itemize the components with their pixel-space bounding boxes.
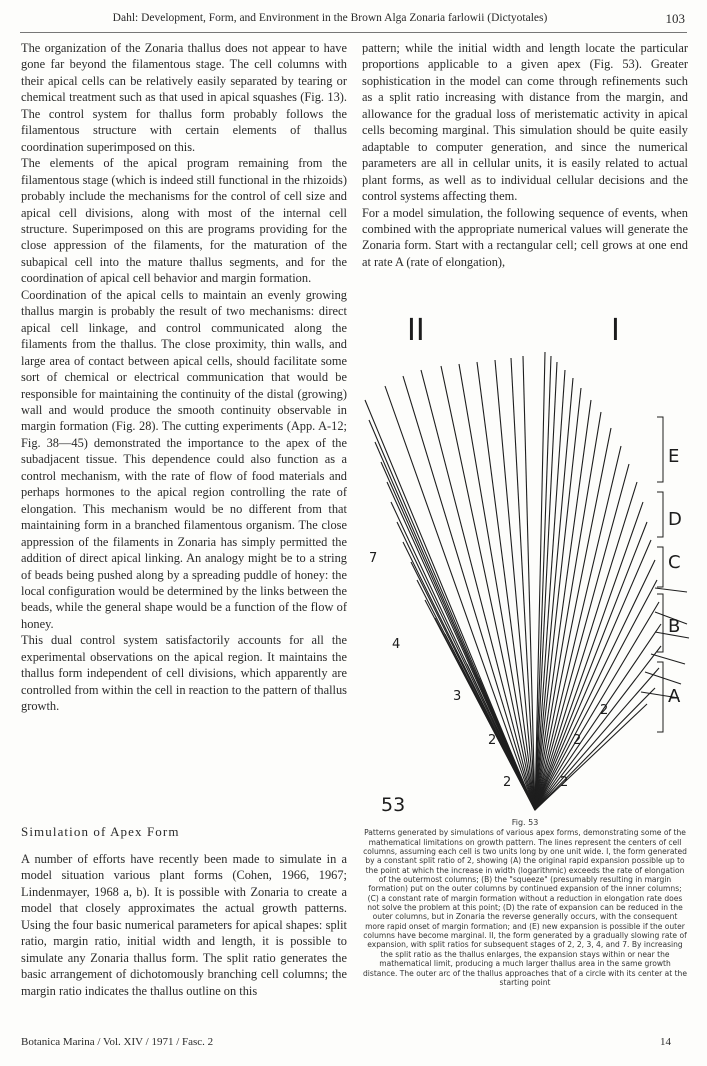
bracket-label-E: E	[668, 446, 680, 467]
split-label: 4	[392, 637, 401, 652]
split-label: 7	[369, 551, 378, 566]
paragraph: For a model simulation, the following sequence of events, when combined with the appropriate numerical values will generate the Zonaria form. Start with a rectangular cell; cell grows at one end at rate A (rate of elongation),	[362, 205, 688, 269]
cell-column-line	[467, 664, 535, 810]
journal-citation: Botanica Marina / Vol. XIV / 1971 / Fasc. 2	[21, 1036, 214, 1048]
bracket-label-C: C	[668, 552, 681, 573]
paragraph: pattern; while the initial width and length locate the particular proportions applicable to a given apex (Fig. 53). Greater sophistication in the model can come through refinements such as a split ratio increasing with distance from the margin, and allowance for the gradual loss of meristematic activity in apical cells becoming marginal. This simulation should be quite easily adaptable to computer generation, and since the numerical parameters are all in cellular units, it is easily related to actual plant forms, as well as to individual cellular decisions and the control systems affecting them.	[362, 41, 688, 204]
section-heading: Simulation of Apex Form	[21, 824, 180, 839]
stage-brackets	[657, 417, 663, 732]
paragraph: Coordination of the apical cells to maintain an evenly growing thallus margin is probably the result of two mechanisms: direct apical cell linkage, and control communicated along the filaments from the thallus. The close proximity, thin walls, and large area of contact between apical cells, should facilitate some sort of chemical or electrical communication that would be responsible for maintaining the continuity of the distal (growing) wall and would produce the smooth continuity observable in margin formation (Fig. 28). The cutting experiments (App. A-12; Fig. 38—45) demonstrated the importance to the apex of the subadjacent tissue. This dependence could also function as a control mechanism, with the rate of flow of food materials and perhaps hormones to the apical region controlling the rate of elongation. This mechanism would be no different from that maintaining form in a branched filamentous organism. The close appression of the filaments in Zonaria has simply permitted the addition of direct apical linking. An analogy might be to a string of beads being pushed along by a spreading puddle of honey: the local configuration would be determined by the links between the beads, while the general shape would be a function of the flow of honey.	[21, 287, 347, 631]
cell-column-line	[535, 668, 659, 810]
paragraph: The organization of the Zonaria thallus does not appear to have gone far beyond the filamentous stage. The cell columns with their apical cells can be relatively easily separated by tearing or chemical treatment such as that used in apical squashes (Fig. 13). The control system for thallus form probably follows the filamentous structure with certain elements of thallus coordination superimposed on this.	[21, 41, 347, 154]
figure-caption	[362, 818, 688, 987]
split-label: 2	[503, 775, 512, 790]
left-column	[21, 40, 347, 715]
page-number: 103	[665, 11, 685, 26]
cell-column-lines	[365, 352, 689, 810]
cell-column-line	[535, 560, 655, 810]
split-label: 2	[560, 775, 569, 790]
form-I-label: I	[611, 313, 620, 348]
right-column	[362, 40, 688, 270]
cell-column-line	[655, 588, 687, 592]
bracket-label-B: B	[668, 616, 681, 637]
figure-53	[355, 312, 695, 812]
cell-column-line	[535, 378, 573, 810]
footer-page: 14	[660, 1036, 671, 1048]
form-II-label: II	[407, 313, 425, 348]
paragraph: The elements of the apical program remaining from the filamentous stage (which is indeed still functional in the rhizoids) probably include the mechanisms for the control of cell size and apical cell divisions, along with most of the internal cell structure. Superimposed on this are programs providing for the close appression of the filaments, for the maturation of the subapical cell into the mature thallus segments, and for the coordination of apical cell behavior and margin formation.	[21, 156, 347, 286]
caption-text: Patterns generated by simulations of various apex forms, demonstrating some of the mathematical limitations on growth pattern. The lines represent the centers of cell columns, assuming each cell is two units long by one unit wide. I, the form generated by a constant split ratio of 2, showing (A) the original rapid expansion possible up to the point at which the increase in width (logarithmic) exceeds the rate of elongation of the outermost columns; (B) the "squeeze" (presumably resulting in margin formation) put on the outer columns by continued expansion of the inner columns; (C) a constant rate of margin formation without a reduction in elongation rate does not solve the problem at this point; (D) the rate of expansion can be reduced in the outer columns, but in Zonaria the reverse generally occurs, with the consequent more rapid onset of margin formation; and (E) new expansion is possible if the outer columns have become marginal. II, the form generated by a gradually slowing rate of expansion, with split ratios for subsequent stages of 2, 2, 3, 4, and 7. By increasing the split ratio as the thallus enlarges, the expansion stays within or near the mathematical limit, producing a much larger thallus area in the same growth distance. The outer arc of the thallus approaches that of a circle with its center at the starting point	[363, 828, 687, 987]
cell-column-line	[385, 386, 535, 810]
cell-column-line	[387, 482, 535, 810]
paragraph: This dual control system satisfactorily accounts for all the experimental observations on the apical region. It maintains the thallus form independent of cell divisions, which apparently are controlled from within the cell in reaction to the pattern of thallus growth.	[21, 633, 347, 714]
bracket-label-A: A	[668, 686, 681, 707]
bracket-label-D: D	[668, 509, 682, 530]
section-text	[21, 851, 347, 999]
header-rule	[20, 32, 687, 33]
stage-bracket	[657, 662, 663, 732]
cell-column-line	[535, 688, 655, 810]
split-label: 2	[488, 733, 497, 748]
caption-title: Fig. 53	[511, 818, 539, 827]
stage-bracket	[657, 594, 663, 652]
running-head: Dahl: Development, Form, and Environment in the Brown Alga Zonaria farlowii (Dictyotales)	[112, 12, 548, 24]
cell-column-line	[535, 540, 651, 810]
split-label: 2	[573, 733, 582, 748]
stage-bracket	[657, 492, 663, 537]
page-header	[0, 8, 707, 30]
cell-column-line	[651, 654, 685, 664]
split-label: 3	[453, 689, 462, 704]
branching-pattern-diagram	[355, 312, 695, 812]
stage-bracket	[657, 417, 663, 482]
split-label: 2	[600, 703, 609, 718]
stage-bracket	[657, 547, 663, 587]
paragraph: A number of efforts have recently been made to simulate in a model situation various plant forms (Cohen, 1966, 1967; Lindenmayer, 1968 a, b). It is possible with Zonaria to create a model that closely approximates the actual growth patterns. Using the four basic numerical parameters for apical shapes: split ratio, margin ratio, initial width and length, it is possible to simulate any Zonaria thallus form. The split ratio generates the basic arrangement of dichotomously branching cell columns; the margin ratio indicates the thallus outline on this	[21, 852, 347, 998]
figure-number-label: 53	[381, 794, 406, 812]
